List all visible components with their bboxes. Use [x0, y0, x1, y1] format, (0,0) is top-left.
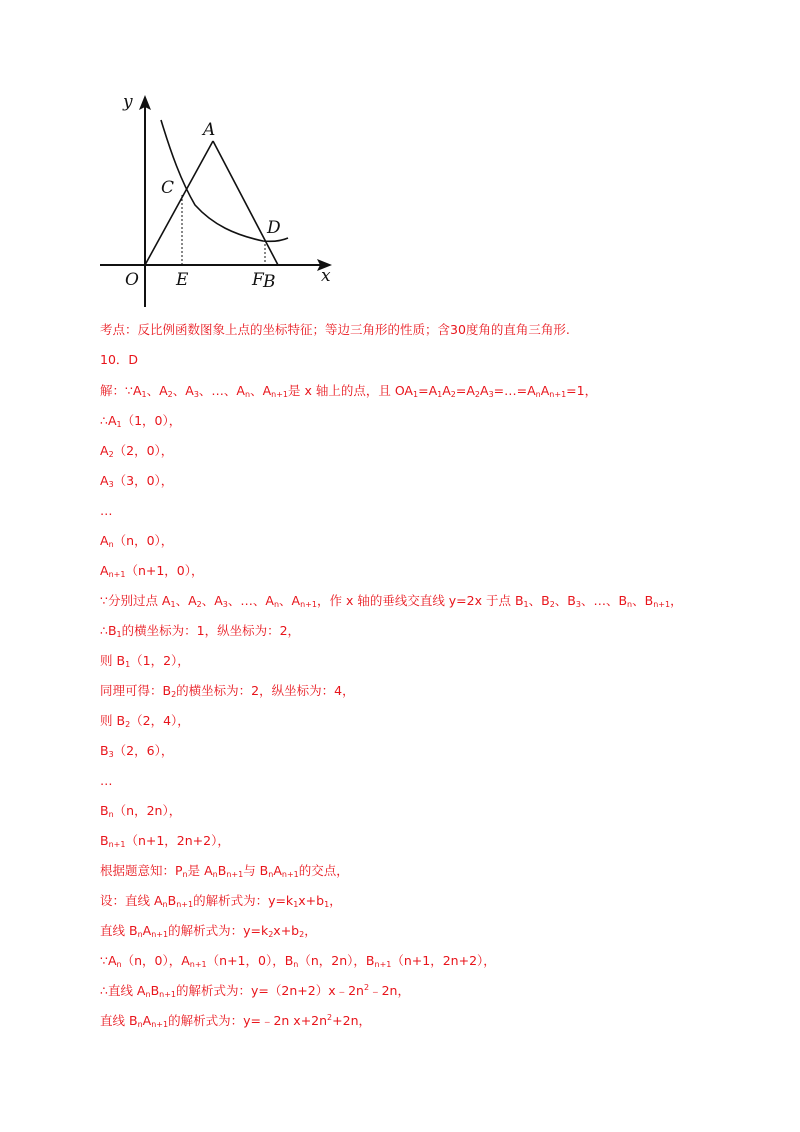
solution-line-7: ∵分别过点 $A_1$、$A_2$、$A_3$、…、$A_n$、$A_{n+1}$，作 x 轴的垂线交直线 y=2x 于点 $B_1$、$B_2$、$B_3$、…、$B_n$、$B_{n+1}$， [100, 593, 683, 609]
solution-line-12: $B_3(2$，6）， [100, 743, 174, 759]
label-y: y [123, 92, 133, 112]
label-x: x [321, 266, 331, 286]
label-B: B [263, 272, 276, 292]
ellipsis-line-1: … [100, 503, 113, 518]
solution-line-16: 设：直线 $A_nB_{n+1}$的解析式为：$y=k_1x+b_1$， [100, 893, 342, 909]
solution-line-20: 直线 $B_nA_{n+1}$的解析式为：y=﹣2n $x+2n^2+2n$， [100, 1013, 371, 1029]
solution-line-6: $A_{n+1}(n+1$，0）， [100, 563, 204, 579]
solution-line-9: 则 $B_1(1$，2）， [100, 653, 190, 669]
solution-line-5: $A_n(n$，0）， [100, 533, 174, 549]
label-D: D [267, 218, 281, 238]
solution-line-2: $\therefore A_1(1$，0）， [100, 413, 182, 429]
label-E: E [176, 270, 189, 290]
solution-line-15: 根据题意知：$P_n$是 $A_nB_{n+1}$与 $B_nA_{n+1}$的交点， [100, 863, 349, 879]
label-A: A [203, 120, 216, 140]
segment-OA [145, 141, 213, 265]
kaodian-line: 考点：反比例函数图象上点的坐标特征；等边三角形的性质；含30度角的直角三角形. [100, 322, 570, 337]
solution-line-1: 解：$\because A_1$、$A_2$、$A_3$、…、$A_n$、$A_{n+1}$是 x 轴上的点，且 $OA_1=A_1A_2=A_2A_3=\dots=A_nA_{n+1}=1$， [100, 383, 598, 399]
answer-line: 10．D [100, 352, 139, 367]
label-O: O [125, 270, 139, 290]
solution-line-19: ∴直线 $A_nB_{n+1}$的解析式为：$y=(2n+2)x﹣2n^2﹣2n$， [100, 983, 410, 999]
solution-line-14: $B_{n+1}(n+1$，2n+2）， [100, 833, 230, 849]
ellipsis-line-2: … [100, 773, 113, 788]
geometry-figure [95, 85, 345, 315]
solution-line-13: $B_n(n$，2n）， [100, 803, 182, 819]
solution-line-10: 同理可得：$B_2$的横坐标为：2，纵坐标为：4， [100, 683, 355, 699]
label-C: C [161, 178, 175, 198]
figure-svg [95, 85, 345, 315]
solution-line-17: 直线 $B_nA_{n+1}$的解析式为：$y=k_2x+b_2$， [100, 923, 317, 939]
solution-line-18: $\because A_n(n$，0），$A_{n+1}(n+1$，0），$B_n(n$，2n），$B_{n+1}(n+1$，2n+2）， [100, 953, 496, 969]
solution-line-3: $A_2(2$，0）， [100, 443, 174, 459]
solution-line-4: $A_3(3$，0）， [100, 473, 174, 489]
label-F: F [252, 270, 264, 290]
solution-line-11: 则 $B_2(2$，4）， [100, 713, 190, 729]
solution-line-8: $\therefore B_1$的横坐标为：1，纵坐标为：2， [100, 623, 301, 639]
segment-AB [213, 141, 278, 265]
